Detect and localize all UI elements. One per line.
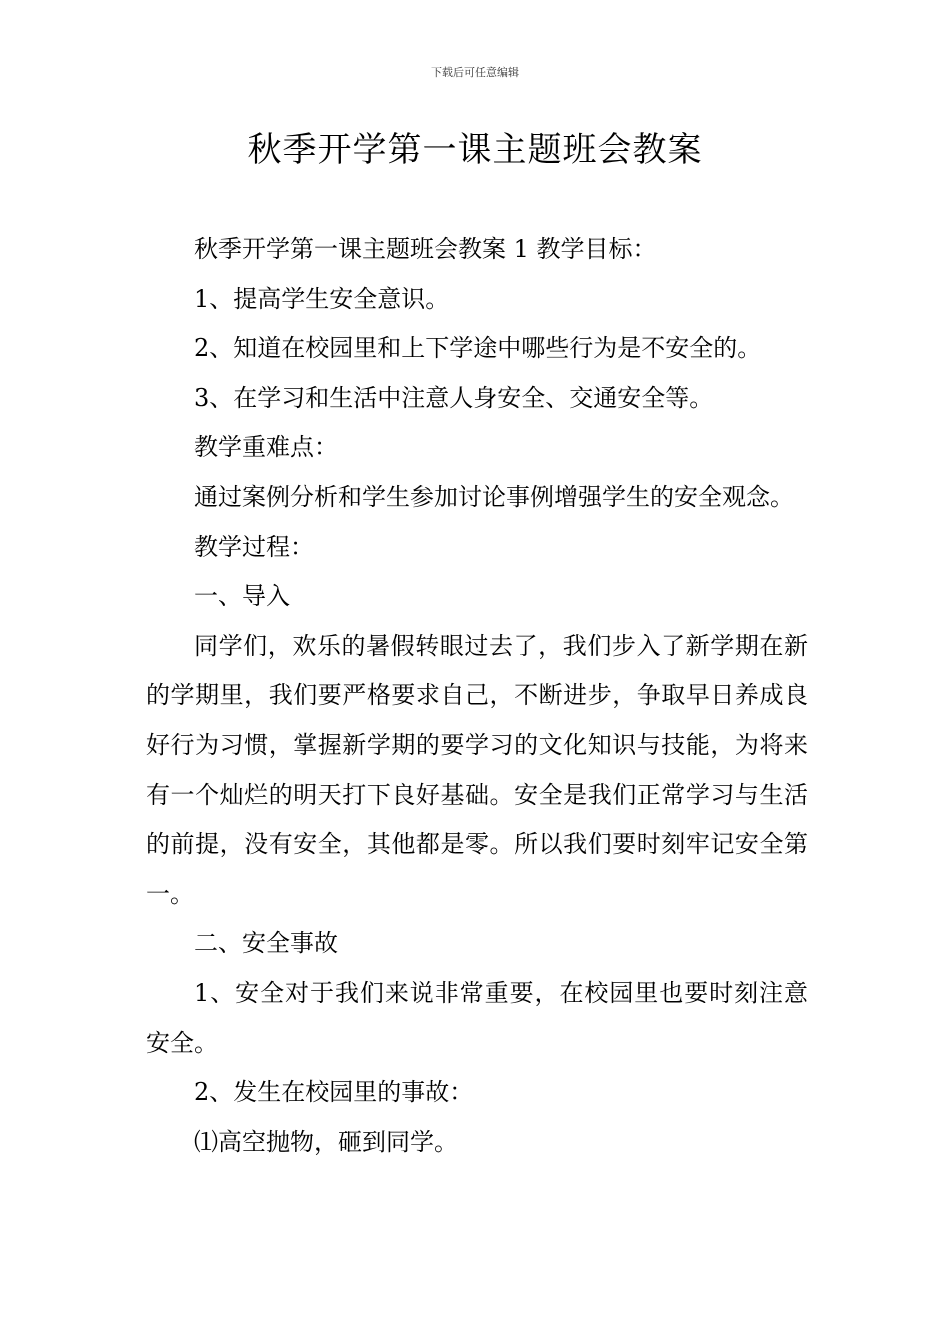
paragraph-section-intro-heading: 一、导入 [194,582,290,611]
paragraph-safety-1: 1、安全对于我们来说非常重要，在校园里也要时刻注意安全。 [146,978,808,1057]
paragraph-safety-2-item-1: ⑴高空抛物，砸到同学。 [194,1127,458,1156]
paragraph-objective-2: 2、知道在校园里和上下学途中哪些行为是不安全的。 [194,334,762,363]
paragraph-objective-3: 3、在学习和生活中注意人身安全、交通安全等。 [194,383,714,412]
paragraph-process-heading: 教学过程： [194,532,314,561]
paragraph-intro-text: 同学们，欢乐的暑假转眼过去了，我们步入了新学期在新的学期里，我们要严格要求自己，不断进步，争取早日养成良好行为习惯，掌握新学期的要学习的文化知识与技能，为将来有一个灿烂的明天打下良好基础。安全是我们正常学习与生活的前提，没有安全，其他都是零。所以我们要时刻牢记安全第一。 [146,631,808,908]
paragraph-key-points-heading: 教学重难点： [194,433,338,462]
paragraph-objectives-heading: 秋季开学第一课主题班会教案 1 教学目标： [194,235,657,263]
paragraph-objective-1: 1、提高学生安全意识。 [194,284,450,313]
paragraph-key-points: 通过案例分析和学生参加讨论事例增强学生的安全观念。 [194,482,794,511]
paragraph-section-safety-heading: 二、安全事故 [194,929,338,958]
header-note: 下载后可任意编辑 [431,66,519,79]
document-title: 秋季开学第一课主题班会教案 [247,130,703,170]
paragraph-safety-2: 2、发生在校园里的事故： [194,1078,474,1107]
document-body [146,225,808,1167]
